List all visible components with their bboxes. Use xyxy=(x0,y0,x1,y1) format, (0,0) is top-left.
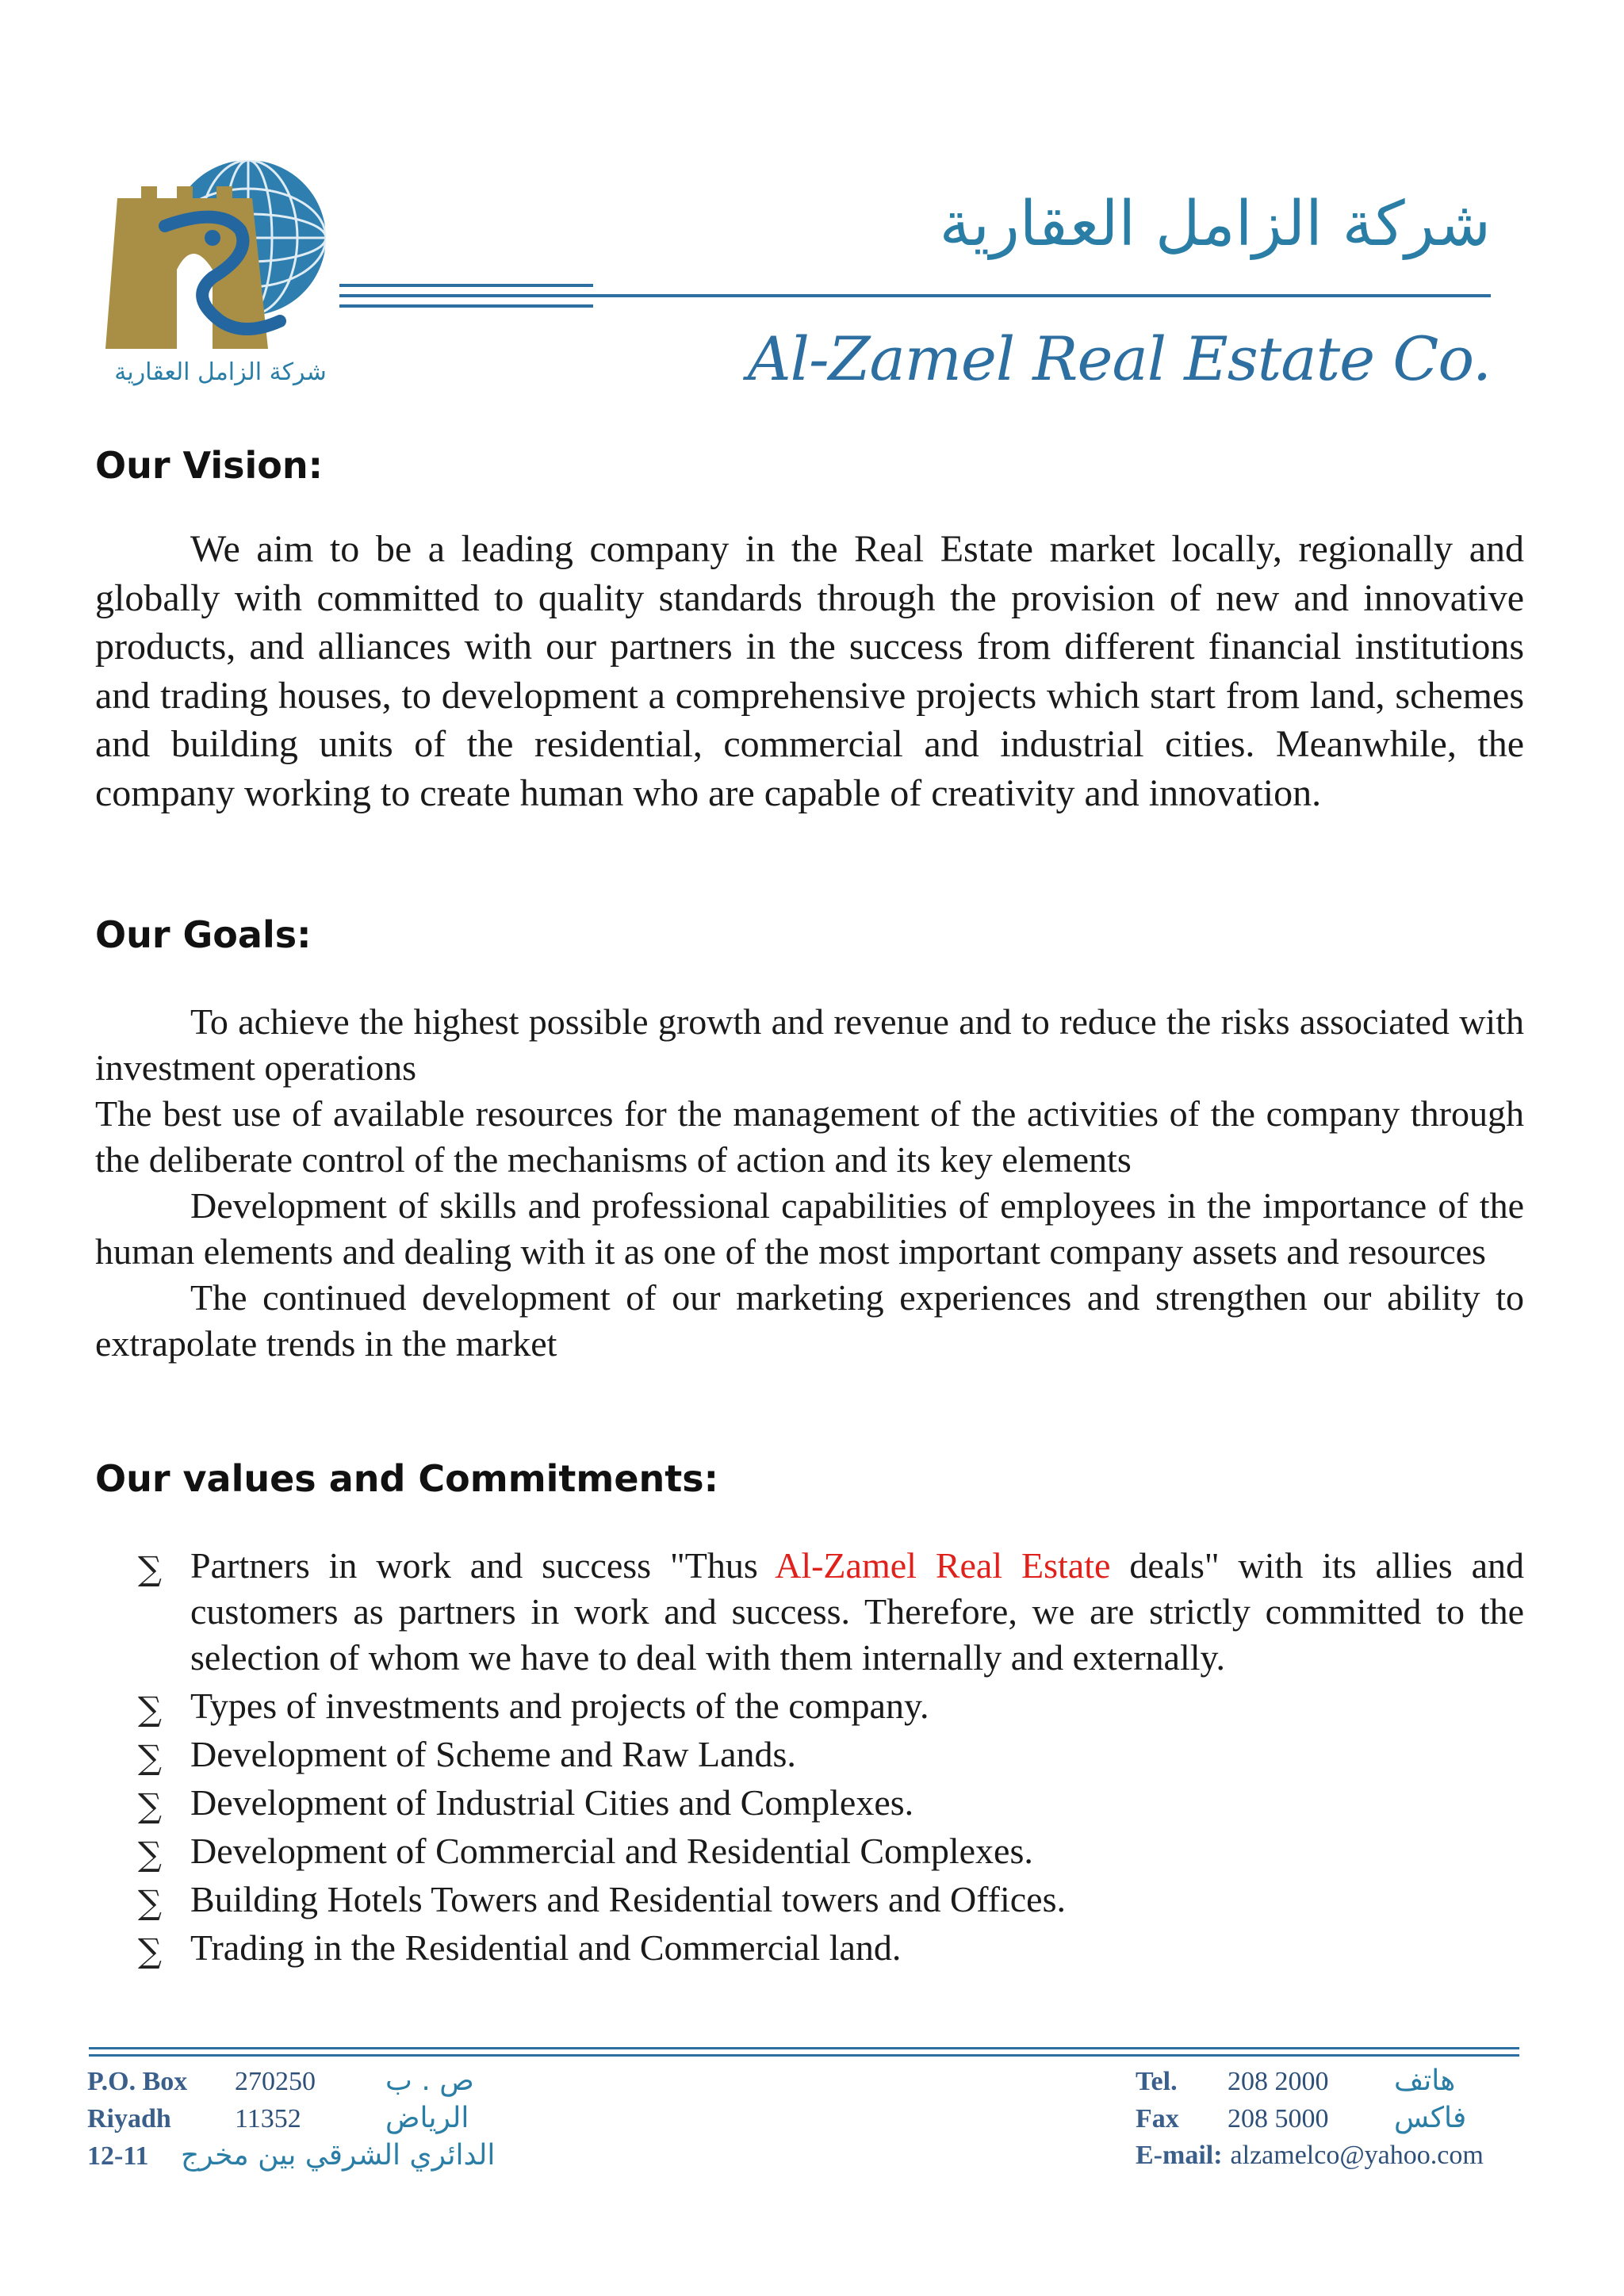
tel-arabic: هاتف xyxy=(1394,2064,1456,2097)
address-arabic: الدائري الشرقي بين مخرج xyxy=(181,2139,496,2172)
footer-rule xyxy=(89,2047,1519,2061)
sigma-bullet-icon: ∑ xyxy=(138,1786,162,1825)
fax-arabic: فاكس xyxy=(1394,2102,1467,2134)
pobox-value: 270250 xyxy=(235,2067,316,2096)
goals-heading: Our Goals: xyxy=(95,913,312,956)
footer-address xyxy=(87,2063,495,2175)
city-label: Riyadh xyxy=(87,2104,171,2133)
sigma-bullet-icon: ∑ xyxy=(138,1835,162,1873)
values-item-text: Trading in the Residential and Commercial land. xyxy=(190,1927,902,1968)
values-item-text: deals" with its allies and customers as partners in work and success. Therefore, we are strictly committed to the selection of whom we have to deal with them internally and externally. xyxy=(190,1545,1524,1678)
values-list-item xyxy=(95,1732,1524,1777)
goal-item: The continued development of our marketing experiences and strengthen our ability to extrapolate trends in the market xyxy=(95,1277,1524,1364)
values-item-text: Building Hotels Towers and Residential towers and Offices. xyxy=(190,1879,1066,1919)
values-list-item xyxy=(95,1543,1524,1681)
goal-item: Development of skills and professional capabilities of employees in the importance of the human elements and dealing with it as one of the most important company assets and resources xyxy=(95,1185,1524,1272)
fax-value: 208 5000 xyxy=(1228,2104,1329,2133)
pobox-label: P.O. Box xyxy=(87,2067,188,2096)
values-list-item xyxy=(95,1925,1524,1971)
company-name-english: Al-Zamel Real Estate Co. xyxy=(747,323,1491,394)
email-label: E-mail: xyxy=(1136,2141,1223,2170)
goal-item: To achieve the highest possible growth and revenue and to reduce the risks associated with investment operations xyxy=(95,1001,1524,1088)
footer-contact xyxy=(1136,2063,1484,2174)
values-item-text: Development of Industrial Cities and Complexes. xyxy=(190,1782,914,1823)
values-list xyxy=(95,1543,1524,1973)
values-list-item xyxy=(95,1828,1524,1874)
values-item-text: Types of investments and projects of the company. xyxy=(190,1686,929,1726)
sigma-bullet-icon: ∑ xyxy=(138,1883,162,1922)
city-value: 11352 xyxy=(235,2104,301,2133)
company-name-arabic: شركة الزامل العقارية xyxy=(939,189,1491,260)
vision-paragraph: We aim to be a leading company in the Real Estate market locally, regionally and globally with committed to quality standards through the provision of new and innovative products, and alliances with our partners in the success from different financial institutions and trading houses, to development a comprehensive projects which start from land, schemes and building units of the residential, commercial and industrial cities. Meanwhile, the company working to create human who are capable of creativity and innovation. xyxy=(95,528,1524,814)
header-rule xyxy=(339,284,1491,315)
values-item-text: Development of Scheme and Raw Lands. xyxy=(190,1734,796,1774)
goals-text-block xyxy=(95,999,1524,1367)
company-logo xyxy=(102,151,339,404)
city-arabic: الرياض xyxy=(385,2102,469,2134)
email-link[interactable]: alzamelco@yahoo.com xyxy=(1230,2141,1484,2170)
sigma-bullet-icon: ∑ xyxy=(138,1738,162,1777)
sigma-bullet-icon: ∑ xyxy=(138,1931,162,1970)
tel-label: Tel. xyxy=(1136,2067,1178,2096)
address-prefix: 12-11 xyxy=(87,2141,149,2171)
company-name-highlight: Al-Zamel Real Estate xyxy=(775,1545,1111,1586)
values-list-item xyxy=(95,1877,1524,1923)
pobox-arabic: ص . ب xyxy=(385,2064,474,2097)
logo-emblem-icon xyxy=(102,151,339,357)
sigma-bullet-icon: ∑ xyxy=(138,1689,162,1728)
goal-item: The best use of available resources for the management of the activities of the company through the deliberate control of the mechanisms of action and its key elements xyxy=(95,1093,1524,1180)
values-item-text: Partners in work and success "Thus xyxy=(190,1545,776,1586)
vision-text-block xyxy=(95,525,1524,817)
values-item-text: Development of Commercial and Residential Complexes. xyxy=(190,1831,1033,1871)
logo-caption: شركة الزامل العقارية xyxy=(114,358,327,386)
fax-label: Fax xyxy=(1136,2104,1179,2133)
values-list-item xyxy=(95,1683,1524,1729)
sigma-bullet-icon: ∑ xyxy=(138,1549,162,1588)
values-list-item xyxy=(95,1780,1524,1826)
values-heading: Our values and Commitments: xyxy=(95,1457,719,1500)
vision-heading: Our Vision: xyxy=(95,444,324,487)
tel-value: 208 2000 xyxy=(1228,2067,1329,2096)
